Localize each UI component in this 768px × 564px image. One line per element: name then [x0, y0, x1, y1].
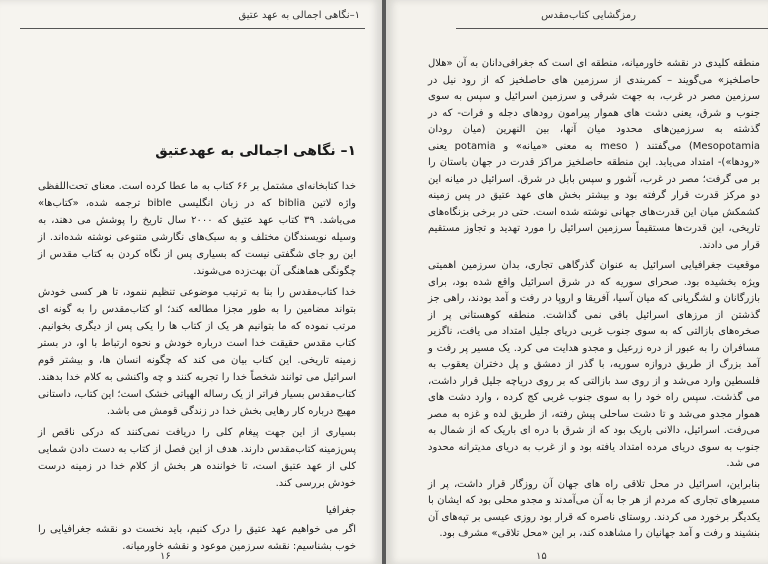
paragraph: بسیاری از این جهت پیغام کلی را دریافت نمی‌کنند که درکی ناقص از پس‌زمینه کتاب‌مقدس دارند. هدف از این فصل از کتاب به دست دادن شمایی کلی از عهد عتیق است، تا خواننده هر بخش از کلام خدا در زمینه درست خودش بررسی کند. — [38, 427, 356, 489]
page-number: ۱۵ — [536, 551, 547, 562]
paragraph: بنابراین، اسرائیل در محل تلاقی راه های جهان آن روزگار قرار داشت، پر از مسیرهای تجاری که مردم از هر جا به آن می‌آمدند و مجدو محلی بود که ایشان با یکدیگر برخورد می کردند. روستای ناصره که قرار بود روزی عیسی بر تپه‌های آن بنشیند و رفت و آمد جهانیان را مشاهده کند، بر این «محل تلاقی» مشرف بود. — [428, 478, 760, 539]
body-text — [38, 178, 356, 555]
header-rule — [20, 28, 365, 29]
page-number: ۱۶ — [160, 551, 171, 562]
paragraph: منطقه کلیدی در نقشه خاورمیانه، منطقه ای است که جغرافی‌دانان به آن «هلال حاصلخیز» می‌گویند – کمربندی از سرزمین های حاصلخیز که از رود نیل در سرزمین مصر در غرب، به جهت شرقی و سرزمین اسرائیل و سپس به سوی جنوب و شرق، یعنی دشت های هموار پیرامون رودهای دجله و فرات- که در گذشته به سرزمین‌های محدود میان آنها، بین النهرین (میان رودان Mesopotamia) می‌گفتند ( meso به معنی «میانه» و potamia یعنی «رودها»)- امتداد می‌یابد. این منطقه حاصلخیز مراکز قدرت در جهان باستان را بر می گرفت؛ مصر در غرب، آشور و سپس بابل در شرق. اسرائیل در میانه این دو مرکز قدرت قرار گرفته بود و بیشتر بخش های عهد عتیق در پس زمینه کشمکش میان این قدرت‌های جهانی نوشته شده است. حتی در برخی بزنگاه‌های تاریخی، این قدرت‌ها مستقیماً سرزمین اسرائیل را مورد تهدید و تجاوز مستقیم قرار می دادند. — [428, 58, 761, 251]
subheading: جغرافیا — [325, 505, 356, 516]
paragraph: اگر می خواهیم عهد عتیق را درک کنیم، باید نخست دو نقشه جغرافیایی را خوب بشناسیم: نقشه سرزمین موعود و نقشه خاورمیانه. — [38, 524, 356, 552]
section-title: ۱– نگاهی اجمالی به عهدعتیق — [155, 143, 356, 159]
body-text — [428, 56, 760, 543]
paragraph: خدا کتابخانه‌ای مشتمل بر ۶۶ کتاب به ما عطا کرده است. معنای تحت‌اللفظی واژه لاتین biblia که در زبان انگلیسی bible ترجمه شده، «کتاب‌ها» می‌باشد. ۳۹ کتاب عهد عتیق که ۲۰۰۰ سال تاریخ را پوشش می دهند، به وسیله نویسندگان مختلف و به سبک‌های نگارشی متنوعی نوشته شده‌اند. از این رو جای شگفتی نیست که بسیاری پس از نگاه کردن به کتاب مقدس از چگونگی هماهنگی آن بهت‌زده می‌شوند. — [38, 181, 357, 277]
running-head: ۱–نگاهی اجمالی به عهد عتیق — [238, 10, 360, 21]
right-page — [386, 0, 768, 564]
left-page — [0, 0, 382, 564]
running-head: رمزگشایی کتاب‌مقدس — [541, 10, 636, 21]
paragraph: موقعیت جغرافیایی اسرائیل به عنوان گذرگاهی تجاری، بدان سرزمین اهمیتی ویژه بخشیده بود. صحرای سوریه که در شرق اسرائیل واقع شده بود، برای بازرگانان و لشگریانی که میان آسیا، آفریقا و اروپا در رفت و آمد بودند، راهی جز گذشتن از مرزهای اسرائیل باقی نمی گذاشت. منطقه کوهستانی پر از صخره‌های بازالتی که به سوی جنوب غربی دریای جلیل امتداد می یافت، ناگزیر مسافران را به عبور از دره زرعیل و مجدو هدایت می کرد. یک مسیر پر رفت و آمد بزرگ از طریق دروازه سوریه، با گذر از دمشق و پل دختران یعقوب به فلسطین وارد می‌شد و از روی سد بازالتی که بر روی دریاچه جلیل قرار داشت، می گذشت. سپس راه خود را به سوی جنوب غربی کج کرده ، وارد دشت های هموار مجدو می‌شد و تا دشت ساحلی پیش رفته، از طریق لده و غزه به مصر می‌رفت. اسرائیل، دالانی باریک بود که از شرق با دره ای باریک که از شمال به جنوب به سوی دریای مرده امتداد یافته بود و از غرب به دریای مدیترانه محدود می شد. — [428, 260, 760, 469]
paragraph: خدا کتاب‌مقدس را بنا به ترتیب موضوعی تنظیم ننمود، تا هر کسی خودش بتواند مضامین را به طور مجزا مطالعه کند؛ او کتاب‌مقدس را به گونه ای مرتب نموده که ما بتوانیم هر یک از کتاب ها را یکی پس از دیگری بخوانیم. کتاب مقدس حقیقت خدا است درباره خودش و نحوه ارتباط با او، در بستر زمینه تاریخی. این کتاب بیان می کند که چگونه انسان ها، و بیشتر قوم اسرائیل می توانند شخصاً خدا را تجربه کنند و چه واکنشی به کلام خدا بدهند. کتاب‌مقدس بسیار فراتر از یک رساله الهیاتی خشک است؛ این کتاب، داستانی مهیج درباره کار رهایی بخش خدا در زندگی قومش می باشد. — [38, 287, 356, 417]
header-rule — [456, 28, 768, 29]
